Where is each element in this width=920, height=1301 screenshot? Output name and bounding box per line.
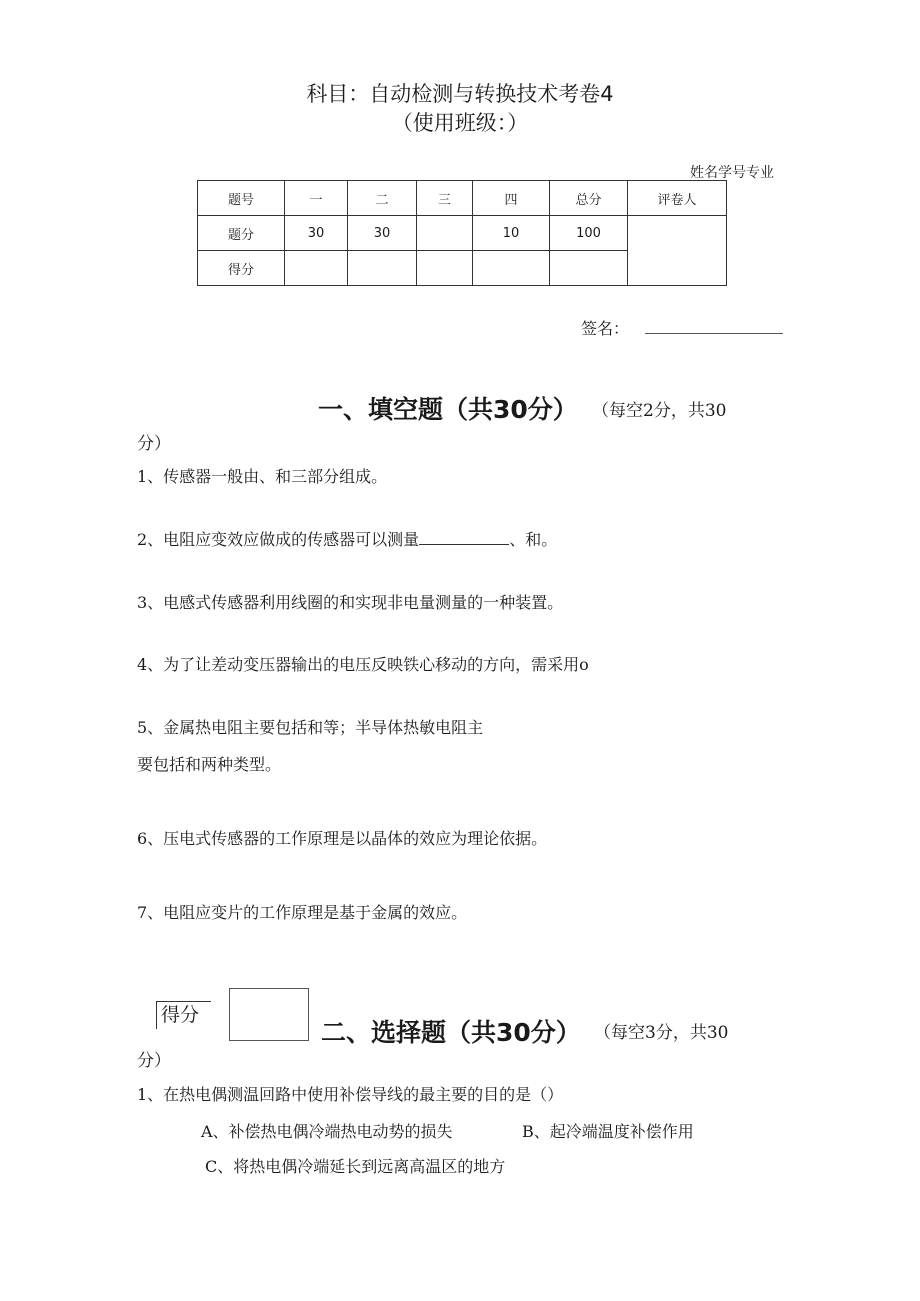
section2-heading: 二、选择题（共30分） bbox=[321, 1018, 581, 1047]
choice-question-1: 1、在热电偶测温回路中使用补偿导线的最主要的目的是（） bbox=[137, 1085, 564, 1104]
score-table bbox=[197, 180, 727, 286]
question-5: 5、金属热电阻主要包括和等；半导体热敏电阻主 bbox=[137, 718, 484, 737]
score-input-cell[interactable] bbox=[473, 251, 550, 286]
section2-score-box[interactable] bbox=[229, 988, 309, 1041]
table-cell: 二 bbox=[348, 181, 417, 216]
section1-note-wrap: 分） bbox=[137, 434, 171, 454]
section2-score-label: 得分 bbox=[156, 1001, 211, 1029]
exam-title: 科目：自动检测与转换技术考卷4 bbox=[306, 82, 614, 106]
table-row bbox=[198, 216, 727, 251]
option-a[interactable]: A、补偿热电偶冷端热电动势的损失 bbox=[201, 1122, 453, 1141]
table-cell: 题分 bbox=[198, 216, 285, 251]
section2-note-wrap: 分） bbox=[137, 1051, 171, 1071]
student-info: 姓名学号专业 bbox=[690, 165, 774, 181]
question-6: 6、压电式传感器的工作原理是以晶体的效应为理论依据。 bbox=[137, 829, 548, 848]
table-cell: 30 bbox=[285, 216, 348, 251]
table-cell: 总分 bbox=[550, 181, 628, 216]
table-cell: 100 bbox=[550, 216, 628, 251]
score-input-cell[interactable] bbox=[285, 251, 348, 286]
signature-line[interactable] bbox=[645, 333, 783, 334]
question-7: 7、电阻应变片的工作原理是基于金属的效应。 bbox=[137, 903, 468, 922]
score-input-cell[interactable] bbox=[417, 251, 473, 286]
question-2-tail: 、和。 bbox=[509, 530, 558, 549]
score-input-cell[interactable] bbox=[348, 251, 417, 286]
question-3: 3、电感式传感器利用线圈的和实现非电量测量的一种装置。 bbox=[137, 593, 564, 612]
section1-note: （每空2分，共30 bbox=[592, 401, 727, 421]
table-cell: 评卷人 bbox=[628, 181, 727, 216]
question-5-wrap: 要包括和两种类型。 bbox=[137, 755, 282, 774]
table-row bbox=[198, 181, 727, 216]
question-2 bbox=[137, 527, 557, 550]
question-4: 4、为了让差动变压器输出的电压反映铁心移动的方向，需采用o bbox=[137, 655, 589, 674]
table-cell: 30 bbox=[348, 216, 417, 251]
table-cell: 四 bbox=[473, 181, 550, 216]
table-cell: 三 bbox=[417, 181, 473, 216]
exam-subtitle: （使用班级：） bbox=[391, 111, 529, 135]
question-2-text: 2、电阻应变效应做成的传感器可以测量 bbox=[137, 530, 420, 549]
section1-heading: 一、填空题（共30分） bbox=[318, 395, 578, 424]
table-cell: 10 bbox=[473, 216, 550, 251]
table-cell: 题号 bbox=[198, 181, 285, 216]
option-b[interactable]: B、起冷端温度补偿作用 bbox=[522, 1122, 694, 1141]
table-cell: 一 bbox=[285, 181, 348, 216]
option-c[interactable]: C、将热电偶冷端延长到远离高温区的地方 bbox=[205, 1157, 506, 1176]
grader-cell[interactable] bbox=[628, 216, 727, 286]
question-1: 1、传感器一般由、和三部分组成。 bbox=[137, 467, 388, 486]
answer-blank[interactable] bbox=[419, 530, 509, 545]
signature-label: 签名： bbox=[581, 319, 630, 338]
table-cell: 得分 bbox=[198, 251, 285, 286]
score-input-cell[interactable] bbox=[550, 251, 628, 286]
table-cell bbox=[417, 216, 473, 251]
section2-note: （每空3分，共30 bbox=[594, 1023, 729, 1043]
